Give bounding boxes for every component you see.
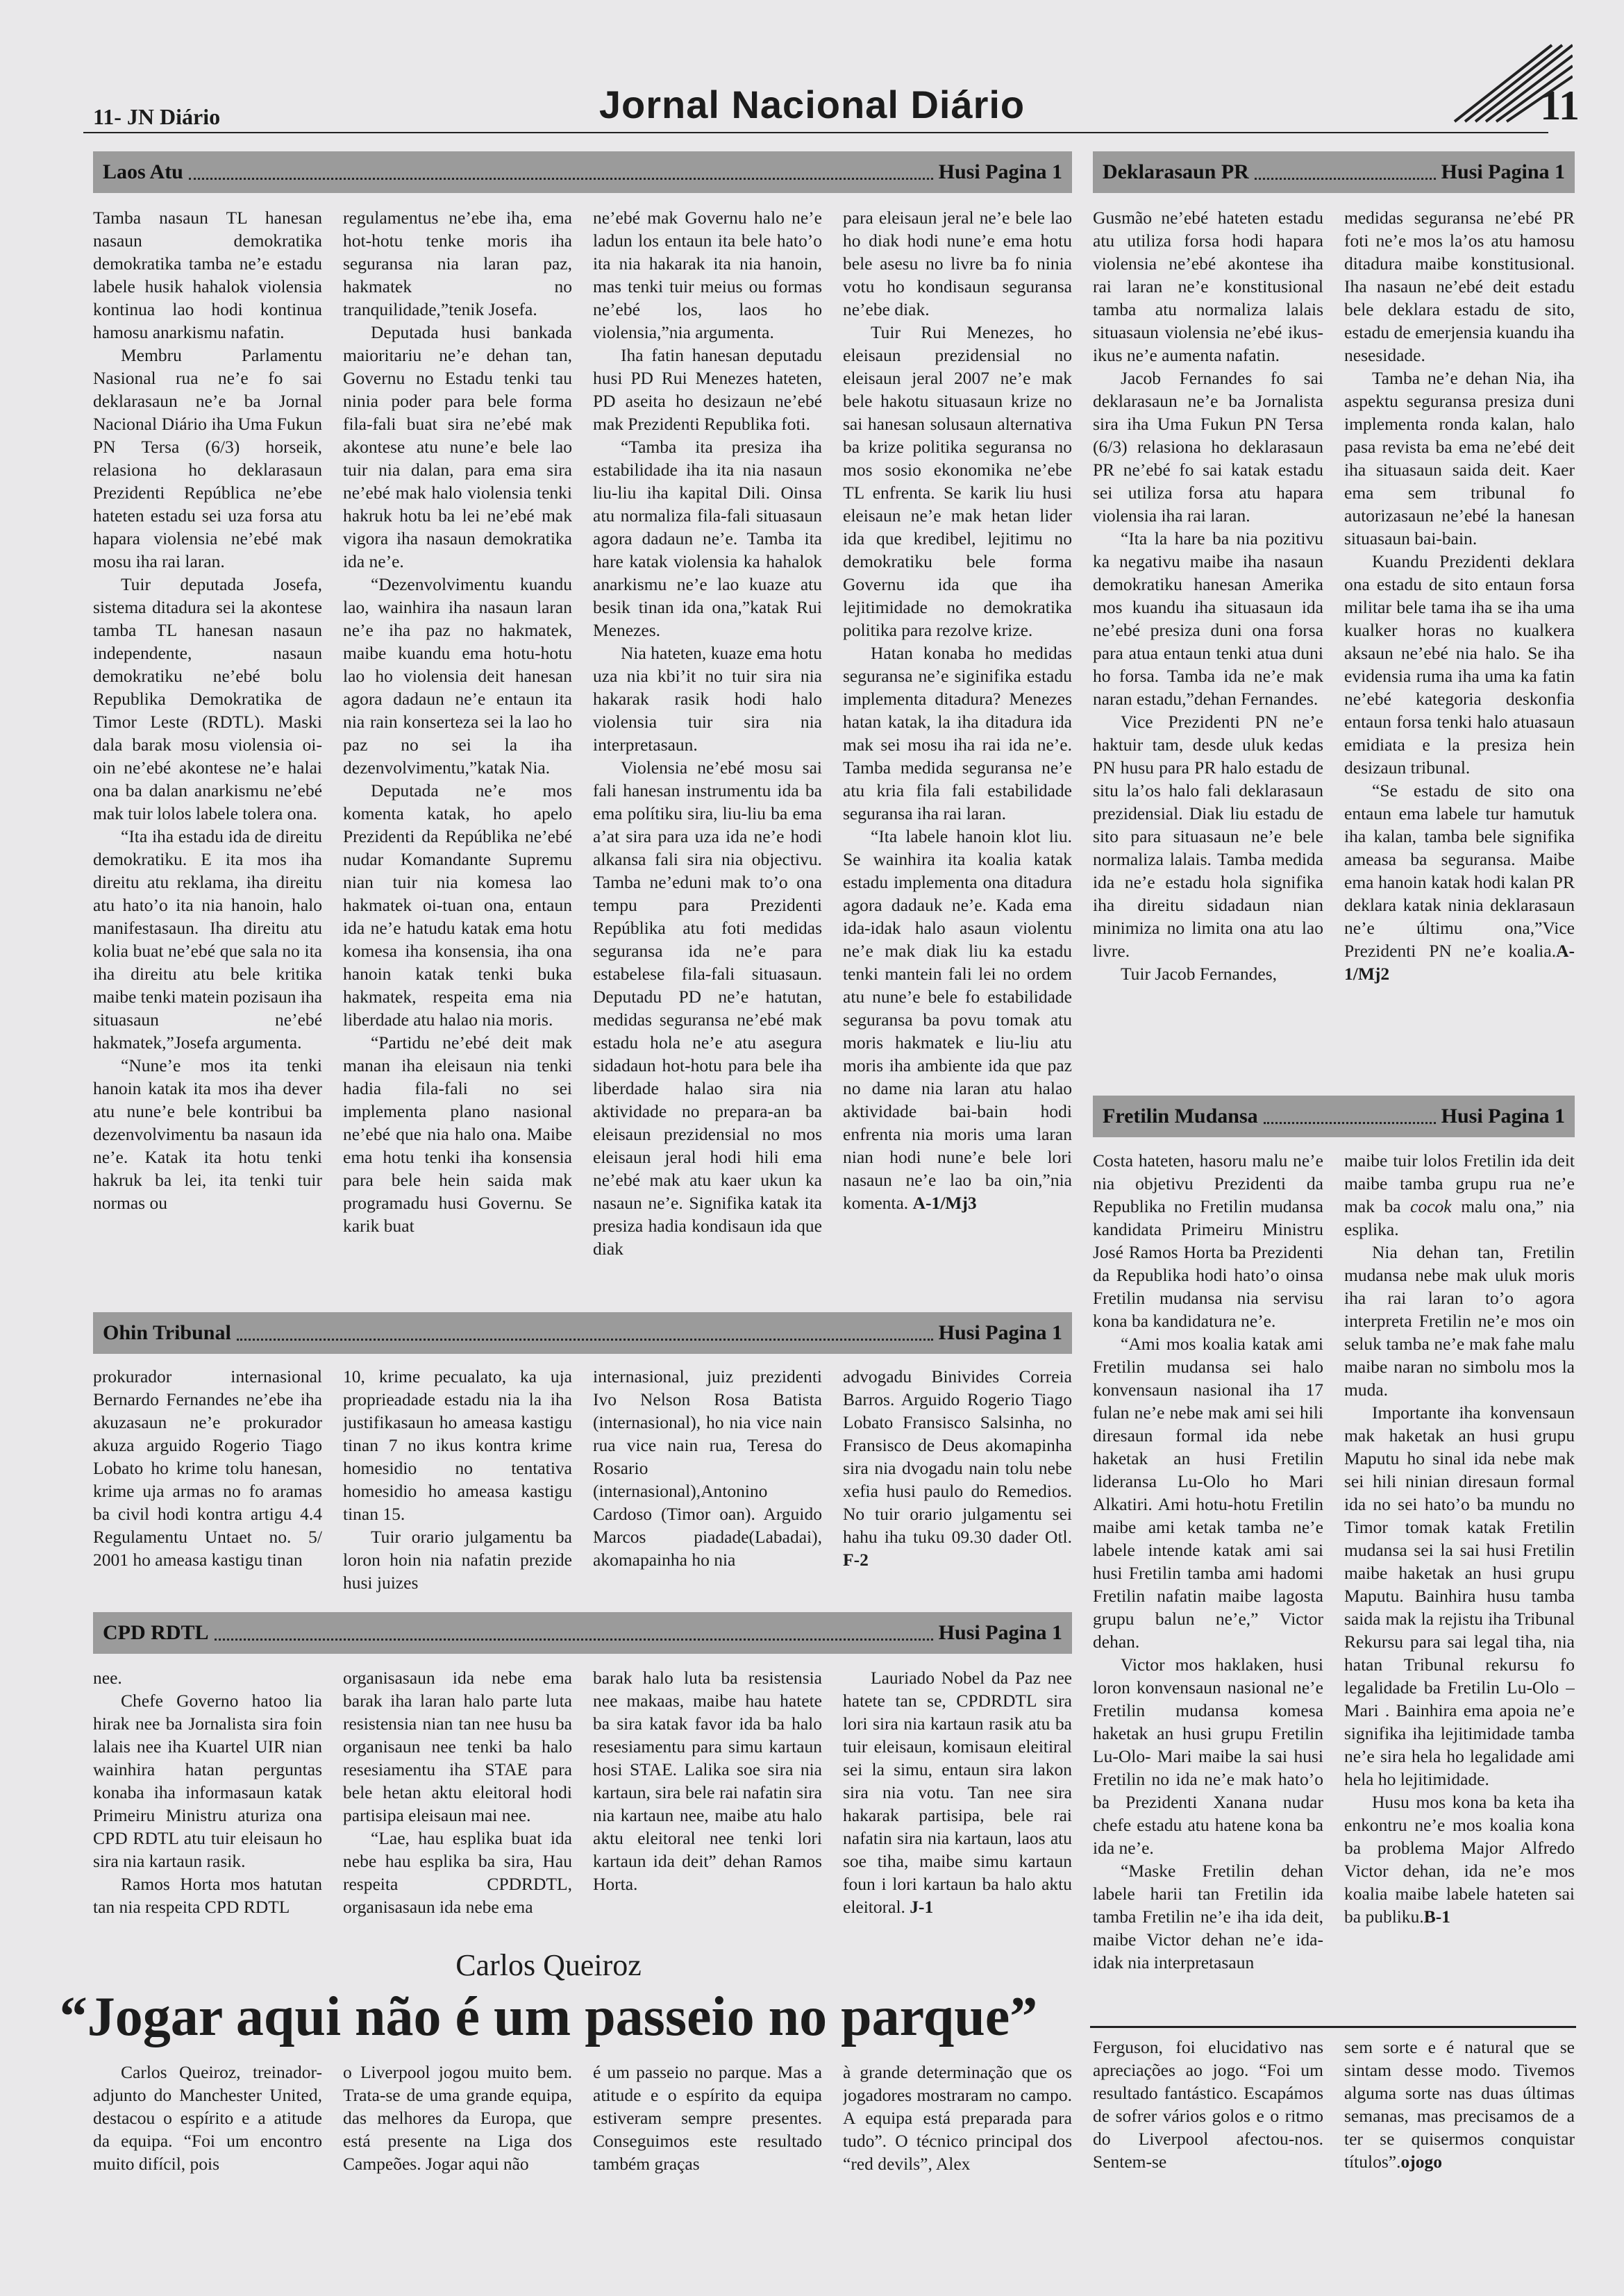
- article-column: [593, 206, 822, 1305]
- section-bar-laos-atu: [93, 151, 1072, 193]
- article-column: [593, 1666, 822, 1944]
- paragraph: Nia hateten, kuaze ema hotu uza nia kbi’it no tuir sira nia hakarak rasik hodi halo violensia tuir sira nia interpretasaun.: [593, 643, 822, 755]
- paragraph: Gusmão ne’ebé hateten estadu atu utiliza forsa hodi hapara violensia ne’ebé akontese iha rai laran ne’e konstitusional tamba atu normaliza lalais situasaun violensia ne’ebé ikus-ikus ne’e aumenta nafatin.: [1093, 208, 1323, 365]
- paragraph: Tuir Jacob Fernandes,: [1121, 964, 1277, 984]
- section-bar-cpd-rdtl: [93, 1612, 1072, 1654]
- paragraph: à grande determinação que os jogadores mostraram no campo. A equipa está preparada para tudo”. O técnico principal dos “red devils”, Alex: [843, 2062, 1072, 2174]
- newspaper-title: Jornal Nacional Diário: [598, 83, 1026, 126]
- section-title: Ohin Tribunal: [103, 1321, 231, 1344]
- article-column: [843, 1365, 1072, 1608]
- continued-label: Husi Pagina 1: [1441, 160, 1565, 183]
- paragraph: Deputada husi bankada maioritariu ne’e dehan tan, Governu no Estadu tenki tau ninia poder para bele forma fila-fali buat sira ne’ebé mak akontese atu nune’e bele lao tuir nia dalan, para ema sira ne’ebé mak halo violensia tenki hakruk hotu ba lei ne’ebé mak vigora iha nasaun demokratika ida ne’e.: [343, 322, 572, 571]
- section-title: Laos Atu: [103, 160, 183, 183]
- paragraph: “Ita labele hanoin klot liu. Se wainhira ita koalia katak estadu implementa ona ditadura agora dadauk ne’e. Kada ema ida-idak halo asaun violentu ne’e mak diak liu ka estadu tenki mantein fali lei no ordem atu nune’e bele fo estabilidade seguransa ba povu tomak atu moris hakmatek e liu-liu atu moris iha ambiente ida que paz no dame nia laran atu halao aktividade bai-bain hodi enfrenta nia moris uma laran nian hodi nune’e bele lori nasaun ne’e lao ba oin,”nia komenta.: [843, 826, 1072, 1213]
- paragraph: Carlos Queiroz, treinador-adjunto do Manchester United, destacou o espírito e a atitude da equipa. “Foi um encontro muito difícil, pois: [93, 2062, 322, 2174]
- paragraph: organisasaun ida nebe ema barak iha laran halo parte luta resistensia nian tan nee husu ba organisaun nee tenki ba halo resesiamentu iha STAE para bele hetan aktu eleitoral hodi partisipa eleisaun mai nee.: [343, 1668, 572, 1825]
- paragraph: maibe tuir lolos Fretilin ida deit maibe tamba grupu rua ne’e mak ba: [1344, 1150, 1575, 1216]
- article-subtitle: Carlos Queiroz: [455, 1948, 642, 1982]
- paragraph: “Ami mos koalia katak ami Fretilin mudansa sei halo konvensaun nasional iha 17 fulan ne’e nebe mak ami sei hili diresaun formal ida nebe haketak an husi Fretilin lideransa Lu-Olo ho Mari Alkatiri. Ami hotu-hotu Fretilin maibe ami ketak tamba ne’e labele intende katak ami sai husi Fretilin tamba ami hadomi Fretilin nafatin maibe lagosta grupu balun ne’e,” Victor dehan.: [1093, 1334, 1323, 1652]
- paragraph: nee.: [93, 1668, 122, 1688]
- paragraph: Ferguson, foi elucidativo nas apreciações ao jogo. “Foi um resultado fantástico. Escapámos de sofrer vários golos e o ritmo do Liverpool afectou-nos. Sentem-se: [1093, 2037, 1323, 2172]
- article-headline: “Jogar aqui não é um passeio no parque”: [59, 1986, 1038, 2047]
- paragraph: “Maske Fretilin dehan labele harii tan Fretilin ida tamba Fretilin ne’e iha ida deit, maibe Victor dehan ne’e ida-idak nia interpretasaun: [1093, 1861, 1323, 1972]
- paragraph: internasional, juiz prezidenti Ivo Nelson Rosa Batista (internasional), ho nia vice nain rua vice nain rua, Teresa do Rosario (internasional),Antonino Cardoso (Timor oan). Arguido Marcos piadade(Labadai), akomapainha ho nia: [593, 1366, 822, 1570]
- page-number: 11: [1540, 83, 1580, 128]
- article-column: [343, 1365, 572, 1608]
- paragraph: Nia dehan tan, Fretilin mudansa nebe mak uluk moris iha rai laran to’o agora interpreta Fretilin ne’e mos oin seluk tamba ne’e mak fahe malu maibe naran no simbolu mos la muda.: [1344, 1242, 1575, 1400]
- paragraph: “Ita la hare ba nia pozitivu ka negativu maibe iha nasaun demokratiku hanesan Amerika mos kuandu iha situasaun ida ne’ebé presiza duni ona forsa para atua entaun tenki atua duni ho forsa. Tamba ida ne’e mak naran estadu,”dehan Fernandes.: [1093, 528, 1323, 709]
- article-column: [843, 206, 1072, 1305]
- article-column: [593, 1365, 822, 1608]
- paragraph: Deputada ne’e mos komenta katak, ho apelo Prezidenti da Repúblika ne’ebé nudar Komandante Supremu nian tuir nia komesa lao hakmatek oi-tuan ona, entaun ida ne’e hatudu katak ema hotu komesa iha konsensia, iha ona hanoin katak tenki buka hakmatek, respeita ema nia liberdade atu halao nia moris.: [343, 780, 572, 1030]
- paragraph: Chefe Governo hatoo lia hirak nee ba Jornalista sira foin lalais nee iha Kuartel UIR nian wainhira hatan perguntas konaba iha informasaun katak Primeiru Ministru aturiza ona CPD RDTL atu tuir eleisaun ho sira nia kartaun rasik.: [93, 1691, 322, 1871]
- article-column: [1093, 1149, 1323, 2011]
- section-title: CPD RDTL: [103, 1621, 209, 1644]
- paragraph: sem sorte e é natural que se sintam desse modo. Tivemos alguma sorte nas duas últimas semanas, mas precisamos de a ter se quisermos conquistar títulos”.: [1344, 2037, 1575, 2172]
- continued-label: Husi Pagina 1: [938, 160, 1062, 183]
- article-column: [593, 2061, 822, 2220]
- paragraph: Victor mos haklaken, husi loron konvensaun nasional ne’e Fretilin mudansa komesa haketak an husi grupu Fretilin Lu-Olo- Mari maibe la sai husi Fretilin no ida ne’e mak hato’o ba Prezidenti Xanana nudar chefe estadu atu hatene kona ba ida ne’e.: [1093, 1654, 1323, 1858]
- paragraph: Kuandu Prezidenti deklara ona estadu de sito entaun forsa militar bele tama iha se iha uma kualker horas no kualkera aksaun ne’ebé nia halo. Se iha evidensia ruma iha uma ka fatin ne’ebé kategoria deskonfia entaun forsa tenki halo atuasaun emidiata e la presiza hein desizaun tribunal.: [1344, 551, 1575, 778]
- paragraph: regulamentus ne’ebe iha, ema hot-hotu tenke moris iha seguransa nia laran paz, hakmatek no tranquilidade,”tenik Josefa.: [343, 208, 572, 319]
- paragraph: malu ona,” nia esplika.: [1344, 1196, 1575, 1239]
- article-column: [843, 1666, 1072, 1944]
- paragraph: Costa hateten, hasoru malu ne’e nia objetivu Prezidenti da Republika no Fretilin mudansa kandidata Primeiru Ministru José Ramos Horta ba Prezidenti da Republika hodi hato’o oinsa Fretilin mudansa nia servisu kona ba kandidatura ne’e.: [1093, 1150, 1323, 1331]
- paragraph: Lauriado Nobel da Paz nee hatete tan se, CPDRDTL sira lori sira nia kartaun rasik atu ba tuir eleisaun, komisaun eleitiral sei la simu, entaun sira lakon sira nia votu. Tan nee sira hakarak partisipa, bele rai nafatin sira nia kartaun, laos atu soe tiha, maibe simu kartaun foun i lori kartaun ba halo aktu eleitoral.: [843, 1668, 1072, 1917]
- continued-label: Husi Pagina 1: [938, 1621, 1062, 1644]
- paragraph: Tuir Rui Menezes, ho eleisaun prezidensial no eleisaun jeral 2007 ne’e mak bele hakotu situasaun krize no sai hanesan solusaun alternativa ba krize politika seguransa no mos sosio ekonomika ne’ebe TL enfrenta. Se karik liu husi eleisaun ne’e mak hetan lider ida que kredibel, lejitimu no demokratiku bele forma Governu ida que iha lejitimidade no demokratika politika para rezolve krize.: [843, 322, 1072, 640]
- article-column: [843, 2061, 1072, 2220]
- header-rule: [83, 132, 1548, 133]
- article-column: [1344, 2036, 1575, 2220]
- article-column: [93, 206, 322, 1305]
- paragraph: Vice Prezidenti PN ne’e haktuir tam, desde uluk kedas PN husu para PR halo estadu de situ la’os halo fali deklarasaun prezidensial. Diak liu estadu de sito para situasaun ne’e bele normaliza lalais. Tamba medida ida ne’e estadu hola signifika iha direitu sidadaun nian minimiza no limita ona atu lao livre.: [1093, 712, 1323, 961]
- article-column: [1344, 1149, 1575, 2011]
- author-code: J-1: [910, 1897, 934, 1917]
- section-bar-deklarasaun-pr: [1093, 151, 1575, 193]
- section-bar-ohin-tribunal: [93, 1312, 1072, 1354]
- paragraph: medidas seguransa ne’ebé PR foti ne’e mos la’os atu hamosu ditadura maibe konstitusional. Iha nasaun ne’ebé deit estadu bele deklara estadu de sito, estadu de emerjensia kuandu iha nesesidade.: [1344, 208, 1575, 365]
- continued-label: Husi Pagina 1: [938, 1321, 1062, 1344]
- author-code: B-1: [1423, 1907, 1450, 1927]
- paragraph: “Se estadu de sito ona entaun ema labele tur hamutuk iha kalan, tamba bele signifika ameasa ba seguransa. Maibe ema hanoin katak hodi kalan PR deklara katak ninia deklarasaun ne’e últimu ona,”Vice Prezidenti PN ne’e koalia.: [1344, 780, 1575, 961]
- paragraph: Tuir orario julgamentu ba loron hoin nia nafatin prezide husi juizes: [343, 1527, 572, 1593]
- author-code: A-1/Mj3: [912, 1193, 977, 1213]
- article-column: [1093, 2036, 1323, 2220]
- paragraph: para eleisaun jeral ne’e bele lao ho diak hodi nune’e ema hotu bele asesu no livre ba fo ninia votu ho kondisaun seguransa ne’ebe diak.: [843, 208, 1072, 319]
- paragraph: prokurador internasional Bernardo Fernandes ne’ebe iha akuzasaun ne’e prokurador akuza arguido Rogerio Tiago Lobato ho krime tolu hanesan, krime uja armas no fo aramas ba civil hodi kontra artigu 4.4 Regulamentu Untaet no. 5/ 2001 ho ameasa kastigu tinan: [93, 1366, 322, 1570]
- author-code: F-2: [843, 1550, 869, 1570]
- paragraph: Tamba nasaun TL hanesan nasaun demokratika demokratika tamba ne’e estadu labele husik hahalok violensia kontinua lao hodi kontinua hamosu anarkismu nafatin.: [93, 208, 322, 342]
- paragraph: barak halo luta ba resistensia nee makaas, maibe hau hatete ba sira katak favor ida ba halo resesiamentu para simu kartaun hosi STAE. Lalika soe sira nia kartaun, sira bele rai nafatin sira nia kartaun nee, maibe atu halo aktu eleitoral nee tenki lori kartaun ida deit” dehan Ramos Horta.: [593, 1668, 822, 1894]
- paragraph: “Tamba ita presiza iha estabilidade iha ita nia nasaun liu-liu iha kapital Dili. Oinsa atu normaliza fila-fali situasaun agora dadaun ne’e. Tamba ita hare katak violensia ka hahalok anarkismu ne’e lao kuaze atu besik tinan ida ona,”katak Rui Menezes.: [593, 437, 822, 640]
- page-label: 11- JN Diário: [93, 104, 221, 129]
- section-title: Deklarasaun PR: [1103, 160, 1249, 183]
- paragraph: “Partidu ne’ebé deit mak manan iha eleisaun nia tenki hadia fila-fali no sei implementa plano nasional ne’ebé que nia halo ona. Maibe ema hotu tenki iha konsensia para bele hein saida mak programadu husi Governu. Se karik buat: [343, 1032, 572, 1236]
- article-column: [93, 2061, 322, 2220]
- paragraph: “Dezenvolvimentu kuandu lao, wainhira iha nasaun laran ne’e iha paz no hakmatek, maibe kuandu ema hotu-hotu lao ho violensia deit hanesan agora dadaun ne’e entaun ita nia rain konserteza sei la lao ho paz no sei la iha dezenvolvimentu,”katak Nia.: [343, 574, 572, 778]
- author-code: ojogo: [1400, 2152, 1442, 2172]
- section-title: Fretilin Mudansa: [1103, 1105, 1258, 1128]
- paragraph: Hatan konaba ho medidas seguransa ne’e siginifika estadu implementa ditadura? Menezes hatan katak, la iha ditadura ida mak sei mosu iha rai ida ne’e. Tamba medida seguransa ne’e atu kria fila fali estabilidade seguransa iha rai laran.: [843, 643, 1072, 823]
- divider-rule: [1090, 2026, 1576, 2028]
- decorative-stripes-icon: [1448, 42, 1573, 125]
- paragraph: Importante iha konvensaun mak haketak an husi grupu Maputu ho sinal ida nebe mak sei hili ninian diresaun formal ida no sei hato’o ba mundu no Timor tomak katak Fretilin mudansa sei la sai husi Fretilin maibe haketak an husi grupu Maputu. Bainhira husu tamba saida mak la rejistu iha Tribunal Rekursu para sai legal tiha, nia hatan Tribunal rekursu fo legalidade ba Fretilin Lu-Olo –Mari . Bainhira ema apoia ne’e signifika iha lejitimidade tamba ne’e sira hela ho legalidade ami hela ho lejitimidade.: [1344, 1402, 1575, 1789]
- article-column: [93, 1365, 322, 1608]
- paragraph: ne’ebé mak Governu halo ne’e ladun los entaun ita bele hato’o ita nia hakarak ita nia hanoin, mas tenki tuir meius ou formas ne’ebé los, laos ho violensia,”nia argumenta.: [593, 208, 822, 342]
- paragraph: “Nune’e mos ita tenki hanoin katak ita mos iha dever atu nune’e bele kontribui ba dezenvolvimentu ba nasaun ida ne’e. Katak ita hotu tenki hakruk ba lei, ita tenki tuir normas ou: [93, 1055, 322, 1213]
- paragraph: Jacob Fernandes fo sai deklarasaun ne’e ba Jornalista sira iha Uma Fukun PN Tersa (6/3) relasiona ho deklarasaun PR ne’ebé fo sai katak estadu sei utiliza forsa atu hapara violensia iha rai laran.: [1093, 368, 1323, 526]
- continued-label: Husi Pagina 1: [1441, 1105, 1565, 1128]
- paragraph: Iha fatin hanesan deputadu husi PD Rui Menezes hateten, PD aseita ho desizaun ne’ebé mak Prezidenti Republika foti.: [593, 345, 822, 434]
- paragraph: Membru Parlamentu Nasional rua ne’e fo sai deklarasaun ne’e ba Jornal Nacional Diário iha Uma Fukun PN Tersa (6/3) horseik, relasiona ho deklarasaun Prezidenti República ne’ebe hateten estadu sei uza forsa atu hapara violensia ne’ebé mak mosu iha rai laran.: [93, 345, 322, 571]
- paragraph: é um passeio no parque. Mas a atitude e o espírito da equipa estiveram sempre presentes. Conseguimos este resultado também graças: [593, 2062, 822, 2174]
- article-column: [343, 1666, 572, 1944]
- paragraph: 10, krime pecualato, ka uja proprieadade estadu nia la iha justifikasaun ho ameasa kastigu tinan 7 no ikus kontra krime homesidio no tentativa homesidio ho ameasa kastigu tinan 15.: [343, 1366, 572, 1524]
- italic-word: cocok: [1410, 1196, 1452, 1216]
- article-column: [1344, 206, 1575, 1088]
- article-column: [343, 206, 572, 1305]
- article-column: [93, 1666, 322, 1944]
- paragraph: Tamba ne’e dehan Nia, iha aspektu seguransa presiza duni implementa ronda kalan, halo pasa revista ba ema ne’ebé deit iha situasaun saida deit. Kaer ema sem tribunal fo autorizasaun ne’ebé la hanesan situasaun bai-bain.: [1344, 368, 1575, 548]
- paragraph: o Liverpool jogou muito bem. Trata-se de uma grande equipa, das melhores da Europa, que está presente na Liga dos Campeões. Jogar aqui não: [343, 2062, 572, 2174]
- author-code: A-1/Mj2: [1344, 941, 1575, 984]
- paragraph: Violensia ne’ebé mosu sai fali hanesan instrumentu ida ba ema polítiku sira, liu-liu ba ema a’at sira para uza ida ne’e hodi alkansa fali sira nia objectivu. Tamba ne’eduni mak to’o ona tempu para Prezidenti Repúblika atu foti medidas seguransa ida ne’e para estabelese fila-fali situasaun. Deputadu PD ne’e hatutan, medidas seguransa ne’ebé mak estadu hola ne’e atu asegura sidadaun hot-hotu para bele iha liberdade halao sira nia aktividade no prepara-an ba eleisaun prezidensial no mos eleisaun jeral hodi hili ema ne’ebé mak atu kaer ukun ka nasaun ne’e. Signifika katak ita presiza hadia kondisaun ida que diak: [593, 757, 822, 1259]
- article-column: [1093, 206, 1323, 1088]
- section-bar-fretilin-mudansa: [1093, 1096, 1575, 1137]
- article-column: [343, 2061, 572, 2220]
- paragraph: Husu mos kona ba keta iha enkontru ne’e mos koalia kona ba problema Major Alfredo Victor dehan, ida ne’e mos koalia maibe labele hateten sai ba publiku.: [1344, 1792, 1575, 1927]
- paragraph: Ramos Horta mos hatutan tan nia respeita CPD RDTL: [93, 1874, 322, 1917]
- paragraph: Tuir deputada Josefa, sistema ditadura sei la akontese tamba TL hanesan nasaun independente, nasaun demokratiku ne’ebé bolu Republika Demokratika de Timor Leste (RDTL). Maski dala barak mosu violensia oi-oin ne’ebé akontese ne’e halai ona ba dalan anarkismu ne’ebé mak tuir lolos labele tolera ona.: [93, 574, 322, 823]
- paragraph: advogadu Binivides Correia Barros. Arguido Rogerio Tiago Lobato Fransisco Salsinha, no Fransisco de Deus akomapinha sira nia dvogadu nain tolu nebe xefia husi paulo do Remedios. No tuir orario julgamentu sei hahu iha tuku 09.30 dader Otl.: [843, 1366, 1072, 1547]
- paragraph: “Ita iha estadu ida de direitu demokratiku. E ita mos iha direitu atu reklama, iha direitu atu hato’o ita nia hanoin, halo manifestasaun. Iha direitu atu kolia buat ne’ebé que sala no ita iha direitu atu bele kritika maibe tenki matein pozisaun iha situasaun ne’ebé hakmatek,”Josefa argumenta.: [93, 826, 322, 1053]
- paragraph: “Lae, hau esplika buat ida nebe hau esplika ba sira, Hau respeita CPDRDTL, organisasaun ida nebe ema: [343, 1828, 572, 1917]
